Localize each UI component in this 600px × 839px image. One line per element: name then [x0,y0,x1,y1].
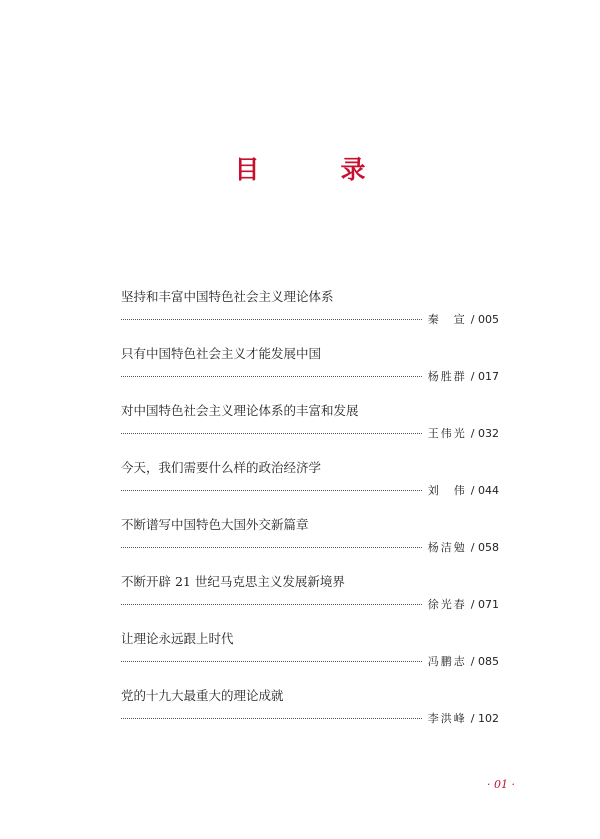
toc-entry[interactable] [121,681,499,738]
toc-entry-title[interactable]: 只有中国特色社会主义才能发展中国 [121,346,322,361]
toc-entry-page: / 058 [470,540,499,554]
toc-entry-meta [121,651,499,671]
toc-entry-title[interactable]: 坚持和丰富中国特色社会主义理论体系 [121,289,334,304]
page-number: · 01 · [487,778,515,791]
dot-leader [121,718,422,719]
table-of-contents [121,282,499,738]
toc-entry-title[interactable]: 不断开辟 21 世纪马克思主义发展新境界 [121,574,345,589]
dot-leader [121,661,422,662]
toc-entry-title[interactable]: 让理论永远跟上时代 [121,631,234,646]
toc-entry-page: / 044 [470,483,499,497]
toc-entry-author: 杨胜群 [427,370,467,383]
dot-leader [121,604,422,605]
toc-entry-author: 冯鹏志 [427,655,467,668]
toc-entry-meta [121,309,499,329]
toc-entry-page: / 071 [470,597,499,611]
toc-entry-meta [121,480,499,500]
toc-entry-page: / 005 [470,312,499,326]
toc-entry-page: / 085 [470,654,499,668]
toc-entry-author: 刘 伟 [427,484,467,497]
toc-entry[interactable] [121,510,499,567]
toc-entry-meta [121,366,499,386]
toc-entry-meta [121,708,499,728]
toc-entry-author: 秦 宣 [427,313,467,326]
toc-entry-title[interactable]: 不断谱写中国特色大国外交新篇章 [121,517,309,532]
toc-entry-page: / 102 [470,711,499,725]
toc-entry-author: 王伟光 [427,427,467,440]
dot-leader [121,490,422,491]
toc-entry[interactable] [121,282,499,339]
toc-entry-author: 徐光春 [427,598,467,611]
toc-entry-page: / 017 [470,369,499,383]
toc-entry[interactable] [121,624,499,681]
dot-leader [121,433,422,434]
toc-entry[interactable] [121,567,499,624]
toc-entry[interactable] [121,453,499,510]
toc-entry-meta [121,423,499,443]
toc-entry-title[interactable]: 党的十九大最重大的理论成就 [121,688,284,703]
dot-leader [121,547,422,548]
toc-entry-title[interactable]: 对中国特色社会主义理论体系的丰富和发展 [121,403,359,418]
toc-entry-title[interactable]: 今天，我们需要什么样的政治经济学 [121,460,322,475]
toc-entry[interactable] [121,396,499,453]
dot-leader [121,376,422,377]
toc-entry-author: 杨洁勉 [427,541,467,554]
toc-entry-page: / 032 [470,426,499,440]
toc-entry[interactable] [121,339,499,396]
dot-leader [121,319,422,320]
page-title: 目 录 [234,155,394,184]
toc-entry-meta [121,594,499,614]
toc-entry-author: 李洪峰 [427,712,467,725]
toc-entry-meta [121,537,499,557]
